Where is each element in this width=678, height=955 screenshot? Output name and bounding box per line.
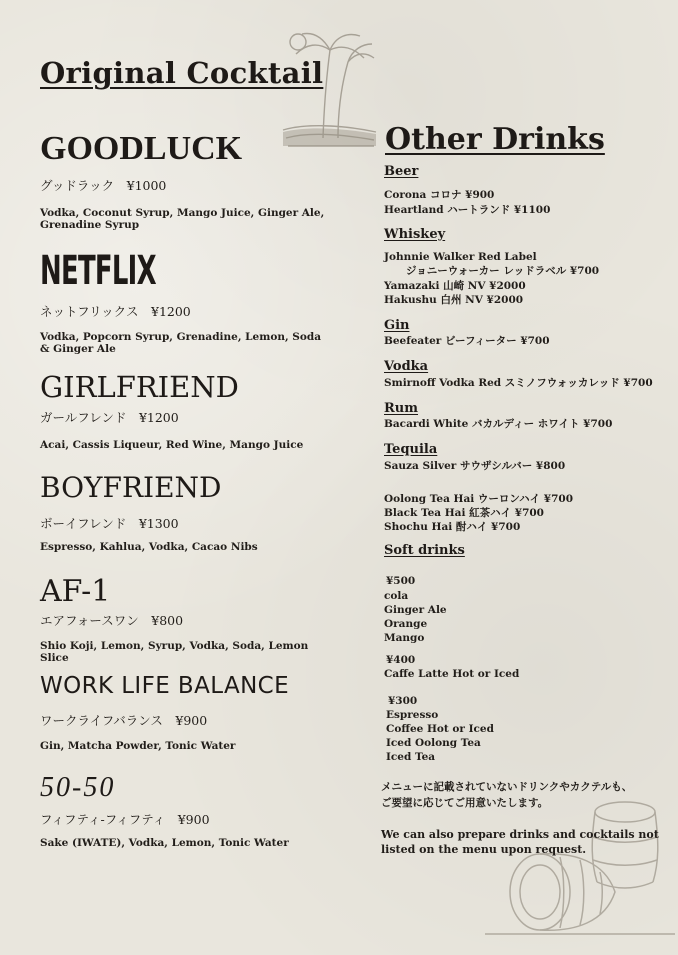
drink-item: Sauza Silver サウザシルバー ¥800 bbox=[384, 460, 566, 472]
cocktail-name: GIRLFRIEND bbox=[40, 370, 239, 404]
cocktail-jp-price: グッドラック ¥1000 bbox=[40, 178, 167, 193]
cocktail-ingredients: Vodka, Coconut Syrup, Mango Juice, Ginger Ale, Grenadine Syrup bbox=[40, 207, 325, 231]
note-jp-line: メニューに記載されていないドリンクやカクテルも、 bbox=[381, 781, 633, 793]
cocktail-ingredients: Gin, Matcha Powder, Tonic Water bbox=[40, 740, 236, 752]
drink-item: Iced Oolong Tea bbox=[386, 737, 481, 749]
cocktail-jp-price: エアフォースワン ¥800 bbox=[40, 613, 184, 628]
drink-item: Smirnoff Vodka Red スミノフウォッカレッド ¥700 bbox=[384, 377, 653, 389]
drink-item: Iced Tea bbox=[386, 751, 436, 763]
vodka-heading: Vodka bbox=[384, 359, 429, 374]
cocktail-jp-price: フィフティ-フィフティ ¥900 bbox=[40, 812, 210, 827]
drink-item: Orange bbox=[384, 618, 428, 630]
cocktail-jp-price: ガールフレンド ¥1200 bbox=[40, 410, 179, 425]
drink-item: cola bbox=[384, 590, 409, 602]
cocktail-name: WORK LIFE BALANCE bbox=[40, 673, 290, 699]
drink-item: Oolong Tea Hai ウーロンハイ ¥700 bbox=[384, 493, 574, 505]
drink-item: Coffee Hot or Iced bbox=[386, 723, 494, 735]
drink-item: Ginger Ale bbox=[384, 604, 447, 616]
cocktail-jp-price: ワークライフバランス ¥900 bbox=[40, 713, 208, 728]
cocktail-ingredients: Shio Koji, Lemon, Syrup, Vodka, Soda, Lemon Slice bbox=[40, 640, 309, 664]
tequila-heading: Tequila bbox=[384, 442, 438, 457]
cocktail-ingredients: Acai, Cassis Liqueur, Red Wine, Mango Juice bbox=[40, 439, 304, 451]
beer-heading: Beer bbox=[384, 164, 419, 179]
drink-item: Mango bbox=[384, 632, 425, 644]
cocktail-jp-price: ネットフリックス ¥1200 bbox=[40, 304, 191, 319]
drink-item: Bacardi White バカルディー ホワイト ¥700 bbox=[384, 418, 613, 430]
drink-item: Black Tea Hai 紅茶ハイ ¥700 bbox=[384, 507, 544, 519]
drink-item: ジョニーウォーカー レッドラベル ¥700 bbox=[406, 265, 600, 277]
drink-item: Espresso bbox=[386, 709, 439, 721]
drink-item: Hakushu 白州 NV ¥2000 bbox=[384, 294, 524, 306]
cocktail-name: BOYFRIEND bbox=[40, 471, 222, 504]
price-label: ¥400 bbox=[386, 654, 416, 666]
note-jp-line: ご要望に応じてご用意いたします。 bbox=[381, 797, 549, 809]
drink-item: Johnnie Walker Red Label bbox=[384, 251, 537, 263]
drink-item: Yamazaki 山崎 NV ¥2000 bbox=[384, 280, 526, 292]
cocktail-name: AF-1 bbox=[40, 574, 111, 609]
cocktail-name: NETFLIX bbox=[40, 248, 156, 294]
rum-heading: Rum bbox=[384, 401, 419, 416]
price-label: ¥300 bbox=[388, 695, 418, 707]
note-en: We can also prepare drinks and cocktails not listed on the menu upon request. bbox=[381, 828, 659, 856]
gin-heading: Gin bbox=[384, 318, 410, 333]
price-label: ¥500 bbox=[386, 575, 416, 587]
drink-item: Beefeater ビーフィーター ¥700 bbox=[384, 335, 550, 347]
cocktail-ingredients: Espresso, Kahlua, Vodka, Cacao Nibs bbox=[40, 541, 258, 553]
whiskey-heading: Whiskey bbox=[384, 227, 446, 242]
page-title: Original Cocktail bbox=[40, 56, 324, 90]
cocktail-name: 50-50 bbox=[40, 772, 116, 803]
cocktail-jp-price: ボーイフレンド ¥1300 bbox=[40, 516, 179, 531]
cocktail-ingredients: Vodka, Popcorn Syrup, Grenadine, Lemon, Soda & Ginger Ale bbox=[40, 331, 322, 355]
cocktail-name: GOODLUCK bbox=[40, 130, 243, 167]
cocktail-ingredients: Sake (IWATE), Vodka, Lemon, Tonic Water bbox=[40, 837, 289, 849]
drink-item: Shochu Hai 酎ハイ ¥700 bbox=[384, 521, 521, 533]
drink-item: Caffe Latte Hot or Iced bbox=[384, 668, 520, 680]
soft-drinks-heading: Soft drinks bbox=[384, 543, 465, 558]
drink-item: Heartland ハートランド ¥1100 bbox=[384, 204, 551, 216]
other-drinks-title: Other Drinks bbox=[385, 122, 605, 157]
drink-item: Corona コロナ ¥900 bbox=[384, 189, 495, 201]
